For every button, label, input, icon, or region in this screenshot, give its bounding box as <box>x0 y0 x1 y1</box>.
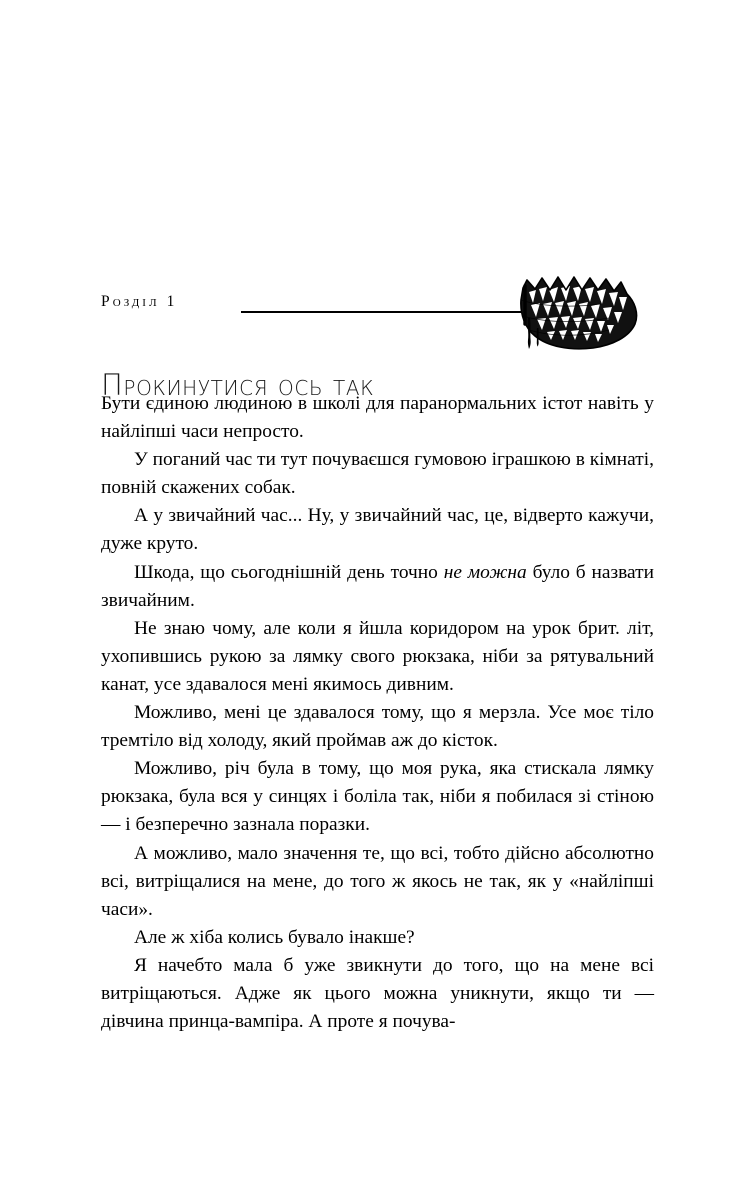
paragraph-text-lead: Шкода, що сьогоднішній день точно <box>134 561 444 583</box>
paragraph: Бути єдиною людиною в школі для паранормальних істот навіть у найліпші часи непросто. <box>101 393 654 443</box>
paragraph: Можливо, річ була в тому, що моя рука, яка стискала лямку рюкзака, була вся у синцях і боліла так, ніби я побилася зі стіною — і безперечно зазнала поразки. <box>101 758 654 836</box>
paragraph <box>101 559 654 615</box>
paragraph: Я начебто мала б уже звикнути до того, що на мене всі витріщаються. Адже як цього можна уникнути, якщо ти — дівчина принца-вампіра. А проте я почува- <box>101 954 654 1033</box>
paragraph-text-tail: було б назвати звичайним. <box>101 561 655 611</box>
emphasis-text: не можна <box>443 561 527 583</box>
chapter-header <box>101 286 654 352</box>
chapter-label: Розділ 1 <box>101 293 178 310</box>
body-text <box>101 390 654 1036</box>
paragraph: Не знаю чому, але коли я йшла коридором на урок брит. літ, ухопившись рукою за лямку свого рюкзака, ніби за рятувальний канат, усе здавалося мені якимось дивним. <box>101 617 654 695</box>
chapter-divider-rule <box>241 311 533 313</box>
paragraph: А можливо, мало значення те, що всі, тобто дійсно абсолютно всі, витріщалися на мене, до того ж якось не так, як у «найліпші часи». <box>101 842 654 920</box>
paragraph: Але ж хіба колись бувало інакше? <box>134 926 415 948</box>
chapter-title: Прокинутися ось так <box>101 368 375 403</box>
paragraph: Можливо, мені це здавалося тому, що я мерзла. Усе моє тіло тремтіло від холоду, який проймав аж до кісток. <box>101 702 654 752</box>
paragraph: А у звичайний час... Ну, у звичайний час, це, відверто кажучи, дуже круто. <box>101 505 654 555</box>
paragraph: У поганий час ти тут почуваєшся гумовою іграшкою в кімнаті, повній скажених собак. <box>101 449 654 499</box>
